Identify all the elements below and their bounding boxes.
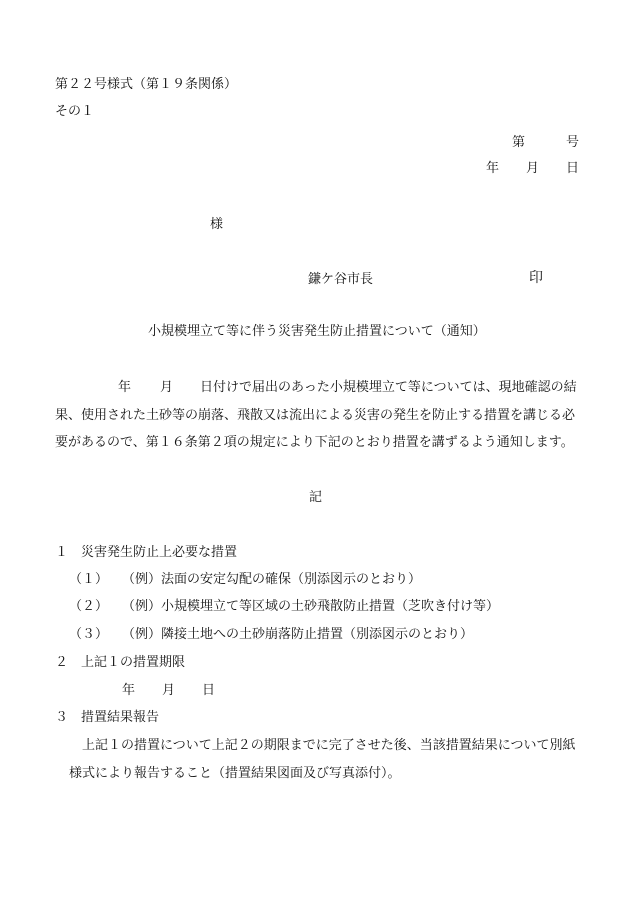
reference-number-go: 号 <box>566 135 580 150</box>
item2-month: 月 <box>162 683 176 698</box>
date-year-label: 年 <box>486 161 500 176</box>
date-month-label: 月 <box>526 161 540 176</box>
body-line3: 要があるので、第１６条第２項の規定により下記のとおり措置を講ずるよう通知します。 <box>55 435 574 450</box>
item2-year: 年 <box>122 683 136 698</box>
sub-item3-text: （例）隣接土地への土砂崩落防止措置（別添図示のとおり） <box>122 627 474 642</box>
body-line1-year: 年 <box>118 380 132 395</box>
sub-item1-number: （１） <box>69 572 109 587</box>
reference-number-dai: 第 <box>512 135 526 150</box>
item2-day: 日 <box>202 683 216 698</box>
item3-heading: ３ 措置結果報告 <box>55 710 160 725</box>
sender-title: 鎌ケ谷市長 <box>308 272 374 287</box>
item3-line1: 上記１の措置について上記２の期限までに完了させた後、当該措置結果について別紙 <box>82 738 576 753</box>
sub-item2-text: （例）小規模埋立て等区域の土砂飛散防止措置（芝吹き付け等） <box>122 599 500 614</box>
seal-mark: 印 <box>529 270 543 286</box>
body-line1-month: 月 <box>160 380 174 395</box>
sub-item3-number: （３） <box>69 627 109 642</box>
body-line1-text: 日付けで届出のあった小規模埋立て等については、現地確認の結 <box>200 380 577 395</box>
form-sub-number: その１ <box>55 104 95 119</box>
sub-item1-text: （例）法面の安定勾配の確保（別添図示のとおり） <box>122 572 422 587</box>
item3-line2: 様式により報告すること（措置結果図面及び写真添付）。 <box>69 766 401 781</box>
item2-heading: ２ 上記１の措置期限 <box>55 655 186 670</box>
ki-heading: 記 <box>309 490 323 505</box>
body-line2: 果、使用された土砂等の崩落、飛散又は流出による災害の発生を防止する措置を講じる必 <box>55 408 576 423</box>
form-number: 第２２号様式（第１９条関係） <box>55 77 238 92</box>
item1-heading: １ 災害発生防止上必要な措置 <box>55 545 238 560</box>
date-day-label: 日 <box>566 161 580 176</box>
document-title: 小規模埋立て等に伴う災害発生防止措置について（通知） <box>148 324 486 339</box>
addressee-honorific: 様 <box>210 217 224 232</box>
sub-item2-number: （２） <box>69 599 109 614</box>
